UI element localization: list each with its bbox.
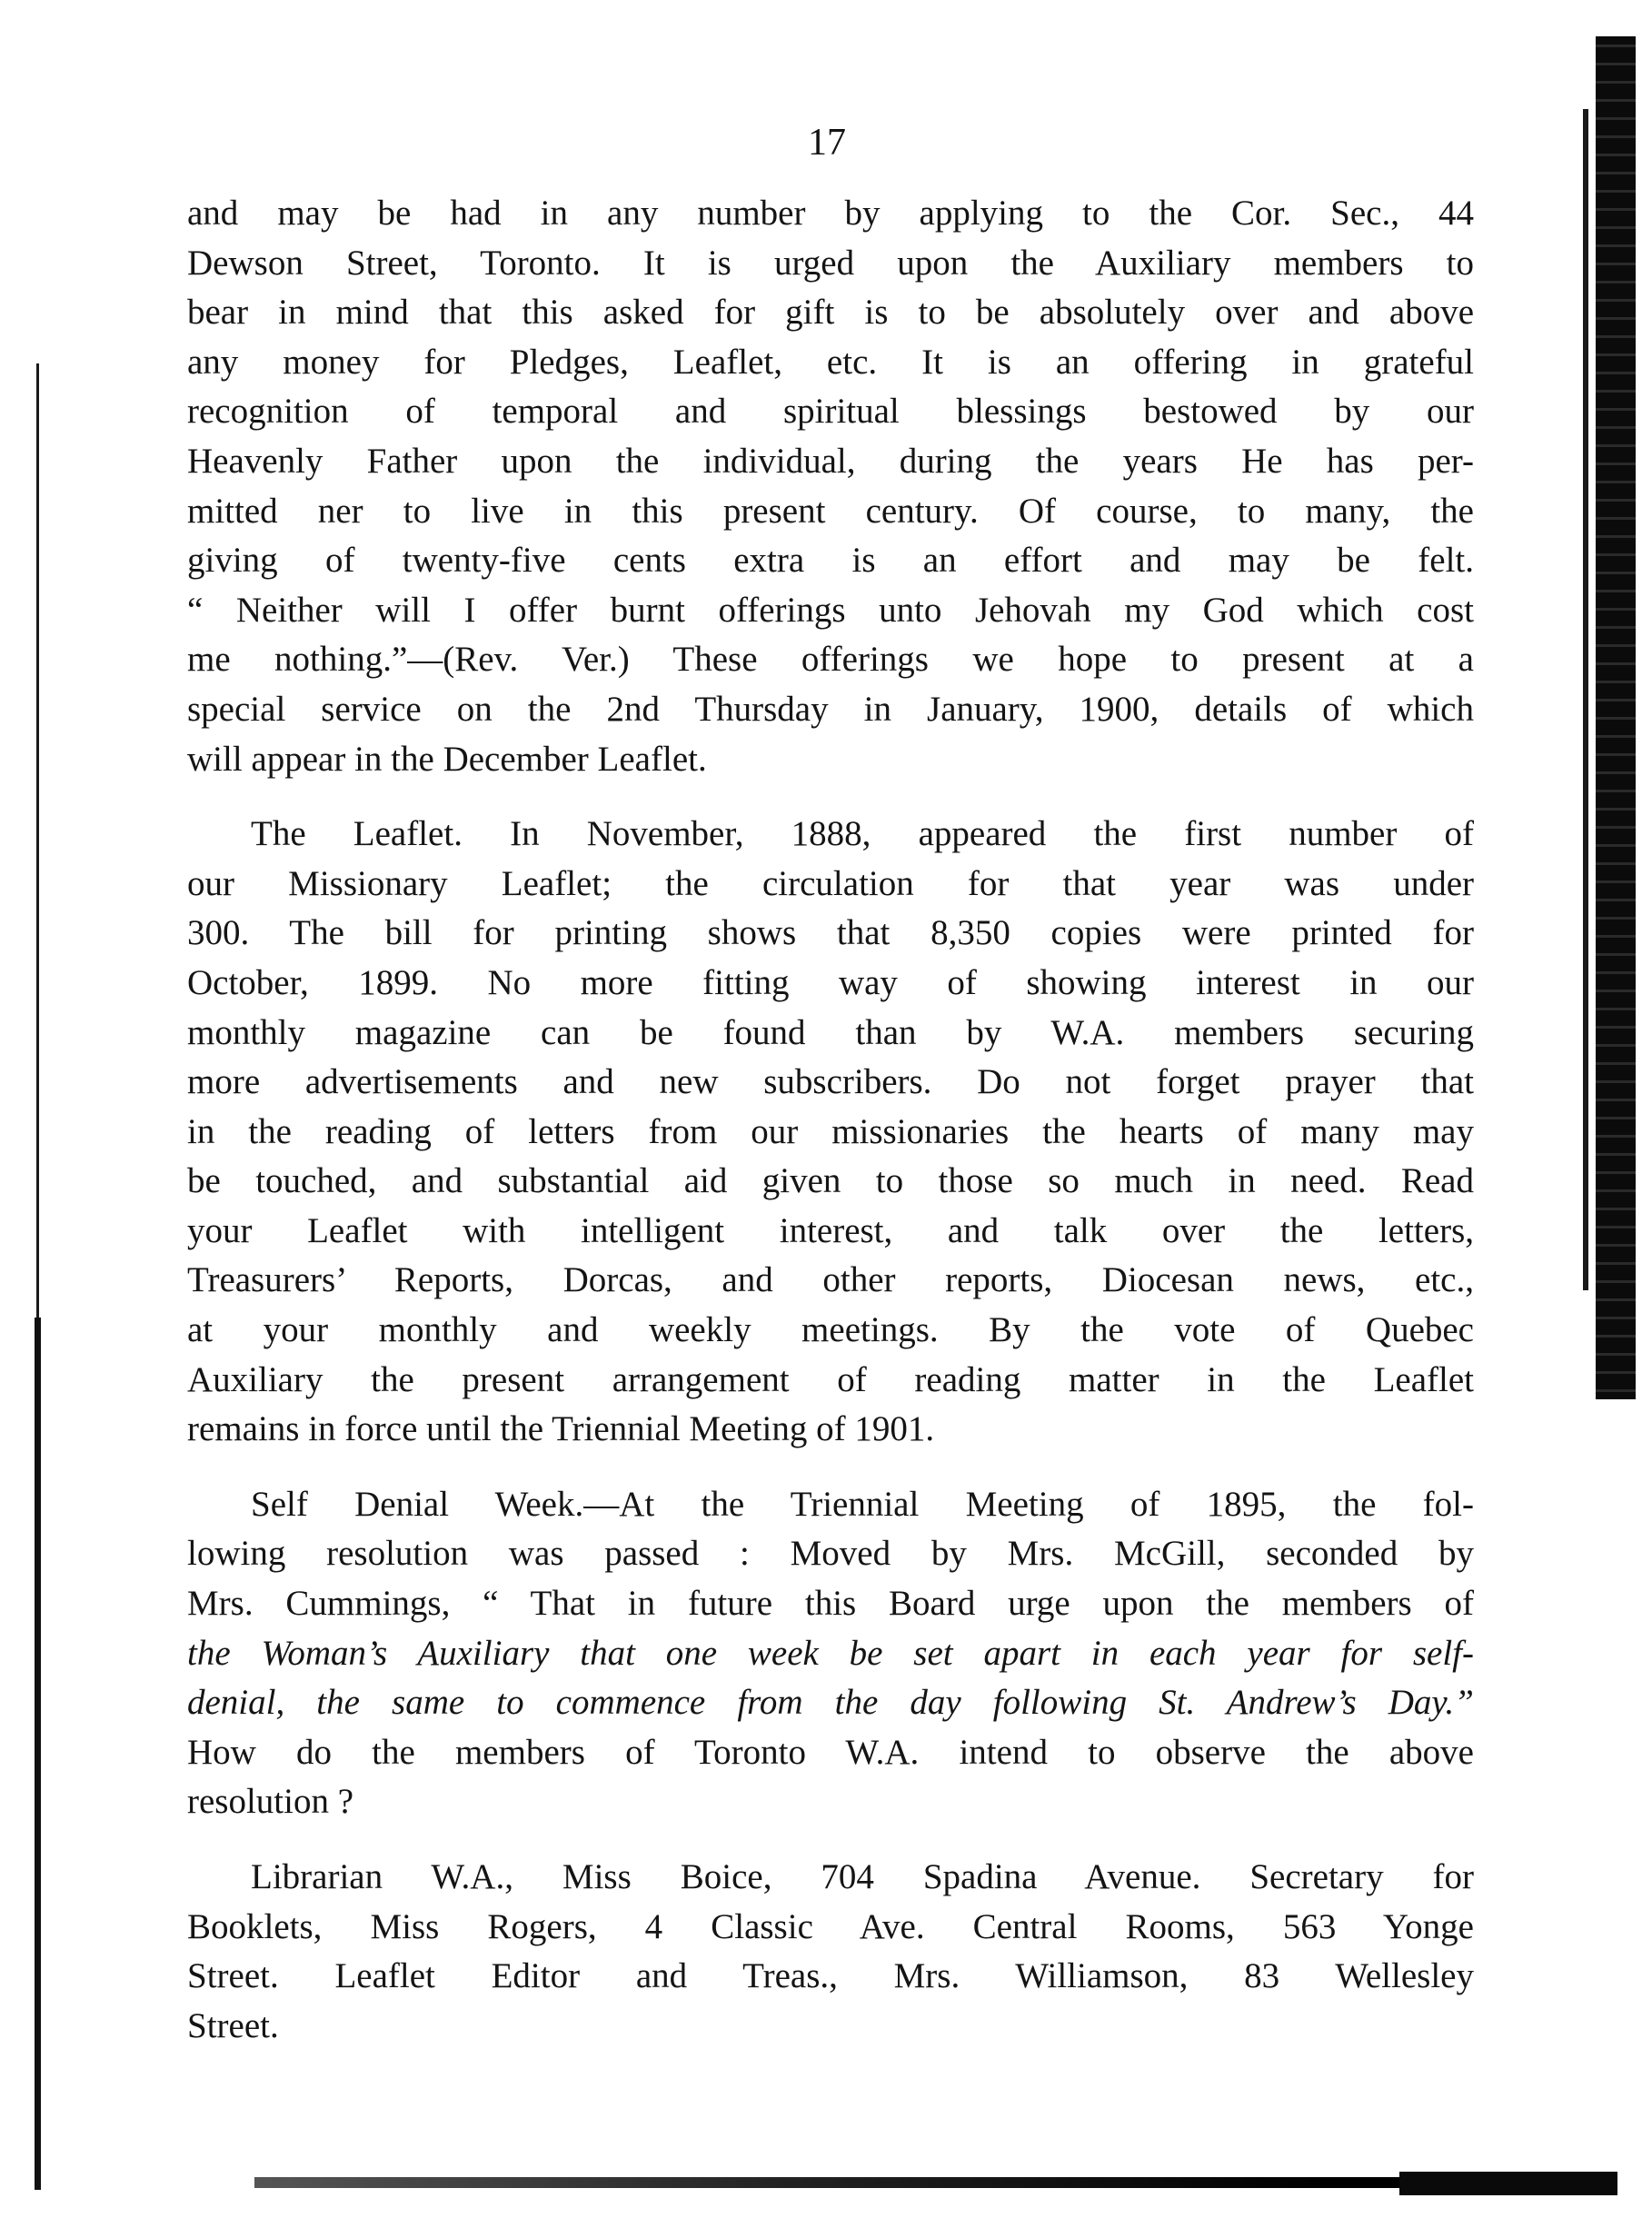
text-line: monthly magazine can be found than by W.A. members securing xyxy=(187,1012,1474,1052)
text-line: our Missionary Leaflet; the circulation for that year was under xyxy=(187,863,1474,903)
text-line: mitted ner to live in this present century. Of course, to many, the xyxy=(187,491,1474,531)
paragraph-4 xyxy=(187,1853,1474,2051)
text-line: Mrs. Cummings, “ That in future this Board urge upon the members of xyxy=(187,1584,1474,1624)
text-line: the Woman’s Auxiliary that one week be set apart in each year for self- xyxy=(187,1633,1474,1673)
text-line: Treasurers’ Reports, Dorcas, and other reports, Diocesan news, etc., xyxy=(187,1260,1474,1300)
paragraph-1 xyxy=(187,189,1474,784)
text-line: denial, the same to commence from the day following St. Andrew’s Day.” xyxy=(187,1683,1474,1723)
bottom-rule-heavy xyxy=(1399,2172,1617,2195)
text-line: recognition of temporal and spiritual blessings bestowed by our xyxy=(187,392,1474,432)
page-number: 17 xyxy=(808,122,846,164)
text-line: lowing resolution was passed : Moved by Mrs. McGill, seconded by xyxy=(187,1534,1474,1574)
paragraph-gap xyxy=(187,1827,1474,1853)
text-line: Booklets, Miss Rogers, 4 Classic Ave. Central Rooms, 563 Yonge xyxy=(187,1906,1474,1946)
text-line: October, 1899. No more fitting way of showing interest in our xyxy=(187,962,1474,1002)
text-line: at your monthly and weekly meetings. By the vote of Quebec xyxy=(187,1310,1474,1350)
text-line: Street. xyxy=(187,2005,279,2045)
text-line: Dewson Street, Toronto. It is urged upon the Auxiliary members to xyxy=(187,243,1474,283)
text-line: me nothing.”—(Rev. Ver.) These offerings we hope to present at a xyxy=(187,640,1474,680)
text-line: How do the members of Toronto W.A. intend to observe the above xyxy=(187,1732,1474,1772)
body-text xyxy=(187,189,1474,2051)
text-line: Auxiliary the present arrangement of reading matter in the Leaflet xyxy=(187,1359,1474,1399)
text-line: will appear in the December Leaflet. xyxy=(187,739,707,779)
scan-edge-right-thin xyxy=(1583,109,1588,1290)
scan-edge-left-lower xyxy=(35,1318,41,2190)
text-line: any money for Pledges, Leaflet, etc. It is an offering in grateful xyxy=(187,342,1474,382)
paragraph-3 xyxy=(187,1480,1474,1827)
text-line: Street. Leaflet Editor and Treas., Mrs. Williamson, 83 Wellesley xyxy=(187,1956,1474,1996)
text-line: resolution ? xyxy=(187,1782,354,1822)
scan-edge-right xyxy=(1596,36,1636,1399)
text-line: and may be had in any number by applying to the Cor. Sec., 44 xyxy=(187,194,1474,233)
text-line: bear in mind that this asked for gift is to be absolutely over and above xyxy=(187,293,1474,333)
text-line: “ Neither will I offer burnt offerings unto Jehovah my God which cost xyxy=(187,590,1474,630)
text-line: giving of twenty-five cents extra is an effort and may be felt. xyxy=(187,541,1474,581)
paragraph-gap xyxy=(187,784,1474,810)
text-line: Heavenly Father upon the individual, during the years He has per- xyxy=(187,441,1474,481)
paragraph-2 xyxy=(187,810,1474,1455)
text-line: remains in force until the Triennial Meeting of 1901. xyxy=(187,1409,935,1449)
bottom-rule xyxy=(254,2177,1599,2188)
text-line: Self Denial Week.—At the Triennial Meeting of 1895, the fol- xyxy=(251,1484,1474,1524)
text-line: your Leaflet with intelligent interest, and talk over the letters, xyxy=(187,1210,1474,1250)
text-line: The Leaflet. In November, 1888, appeared the first number of xyxy=(251,814,1474,854)
text-line: special service on the 2nd Thursday in January, 1900, details of which xyxy=(187,689,1474,729)
text-line: be touched, and substantial aid given to those so much in need. Read xyxy=(187,1161,1474,1201)
text-line: Librarian W.A., Miss Boice, 704 Spadina Avenue. Secretary for xyxy=(251,1857,1474,1896)
text-line: in the reading of letters from our missionaries the hearts of many may xyxy=(187,1111,1474,1151)
text-line: more advertisements and new subscribers. Do not forget prayer that xyxy=(187,1062,1474,1102)
text-line: 300. The bill for printing shows that 8,350 copies were printed for xyxy=(187,913,1474,953)
paragraph-gap xyxy=(187,1455,1474,1480)
